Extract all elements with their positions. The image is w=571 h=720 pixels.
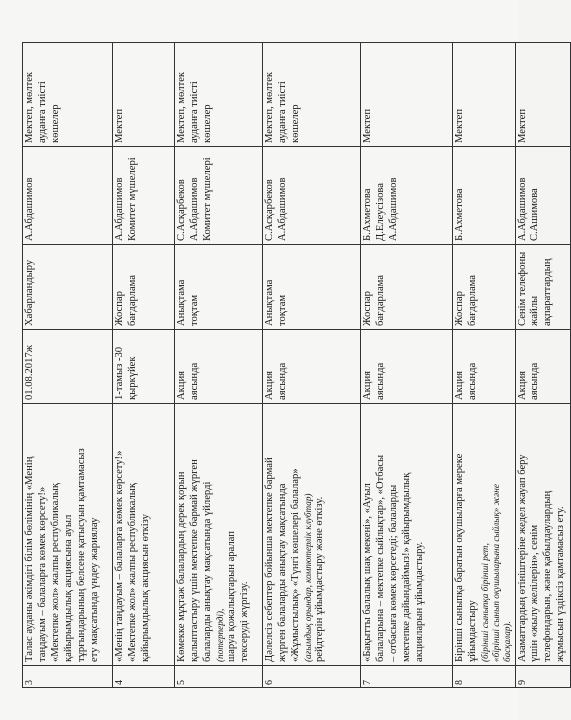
table-body: [23, 43, 571, 688]
form-cell: Анықтама тоқтам: [175, 245, 263, 330]
event-note: (бірінші сыныпқа бірінші рет,: [479, 543, 490, 662]
table-row: [361, 43, 453, 688]
event-cell: [113, 404, 175, 666]
responsible-cell: А.Абдашимов: [23, 147, 113, 245]
responsible-cell: Б.Ахметова Д.Елеусізова А.Абдашимов: [361, 147, 453, 245]
place-cell: Мектеп: [453, 43, 516, 147]
event-line: «Бақытты балалық шақ мекені», «Ауыл: [362, 483, 373, 662]
event-cell: [23, 404, 113, 666]
event-line: Бірінші сыныпқа баратын оқушыларға мереке: [454, 453, 465, 662]
event-note: «бірінші сынып оқушыларына сыйлық» және: [491, 484, 502, 662]
event-line: ету мақсатында үндеу жариялау: [88, 517, 100, 662]
date-cell: Акция аясында: [361, 330, 453, 404]
action-plan-table: [22, 42, 571, 688]
row-number: 4: [113, 666, 175, 688]
event-cell: [515, 404, 570, 666]
row-number: 9: [515, 666, 570, 688]
event-note: басқалар).: [502, 621, 513, 662]
event-line: балаларына – мектепке сыйлықтар», «Отбасы: [374, 454, 386, 662]
date-cell: Акция аясында: [453, 330, 516, 404]
event-line: балаларды анықтау мақсатында үйлерді: [201, 481, 213, 662]
event-note: (ағымдық орындар, компютерлік клубтар): [302, 493, 313, 662]
place-cell: Мектеп, мөлтек ауданға тиісті көшелер: [263, 43, 361, 147]
event-line: жүрген балаларды анықтау мақсатында: [276, 483, 288, 662]
event-cell: [263, 404, 361, 666]
event-line: ұйымдастыру: [466, 600, 478, 662]
row-number: 6: [263, 666, 361, 688]
event-line: рейдтерін ұйымдастыру және өткізу.: [313, 496, 325, 662]
event-line: тексеруді жүргізу.: [238, 581, 250, 662]
form-cell: Жоспар бағдарлама: [113, 245, 175, 330]
event-line: мектепке дайындаймыз!» қайырымдылық: [400, 472, 412, 662]
date-cell: 1-тамыз -30 қыркүйек: [113, 330, 175, 404]
event-line: шаруа қожалықтарын аралап: [225, 531, 237, 662]
event-cell: [175, 404, 263, 666]
event-cell: [453, 404, 516, 666]
table-row: [453, 43, 516, 688]
event-line: қайырымдылық акциясына ауыл: [62, 514, 74, 662]
table-row: [23, 43, 113, 688]
form-cell: Хабарландыру: [23, 245, 113, 330]
responsible-cell: А.Абдашимов С.Ашимова: [515, 147, 570, 245]
event-line: Талас ауданы әкімдігі білім бөлімінің «Менің: [24, 456, 35, 662]
form-cell: Жоспар бағдарлама: [453, 245, 516, 330]
row-number: 5: [175, 666, 263, 688]
event-line: Азаматтардың өтініштеріне жедел жауап беру: [516, 454, 528, 662]
event-line: акцияларын ұйымдастыру.: [413, 541, 425, 662]
event-line: «Менің таңдауым – балаларға көмек көрсету!»: [114, 450, 125, 662]
place-cell: Мектеп, мөлтек ауданға тиісті көшелер: [23, 43, 113, 147]
row-number: 7: [361, 666, 453, 688]
table-row: [515, 43, 570, 688]
place-cell: Мектеп: [515, 43, 570, 147]
date-cell: Акция аясында: [175, 330, 263, 404]
event-line: – отбасыға көмек көрсетеді; балаларды: [387, 484, 399, 662]
event-line: «Мектепке жол» жалпы республикалық: [49, 482, 61, 662]
date-cell: 01.08.2017ж: [23, 330, 113, 404]
event-line: таңдауым – балаларға көмек көрсету!»: [36, 486, 48, 662]
event-line: жұмысын үздіксіз қамтамасыз ету.: [555, 506, 567, 662]
place-cell: Мектеп, мөлтек ауданға тиісті көшелер: [175, 43, 263, 147]
event-line: Көмекке мұқтаж балалардың дерек қорын: [176, 471, 187, 662]
form-cell: Сенім телефоны жайлы ақпараттардың: [515, 245, 570, 330]
date-cell: Акция аясында: [263, 330, 361, 404]
event-cell: [361, 404, 453, 666]
row-number: 8: [453, 666, 516, 688]
table-row: [263, 43, 361, 688]
event-line: қалыптастыру үшін мектепке бармай жүрген: [188, 459, 200, 662]
rotated-table-wrapper: [22, 43, 567, 688]
responsible-cell: С.Асқарбеков А.Абдашимов Комитет мүшелері: [175, 147, 263, 245]
responsible-cell: А.Абдашимов Комитет мүшелері: [113, 147, 175, 245]
place-cell: Мектеп: [361, 43, 453, 147]
event-line: Дәлелсіз себептер бойынша мектепке бармай: [264, 457, 275, 662]
responsible-cell: Б.Ахметова: [453, 147, 516, 245]
event-line: телефондарын, және қабылдаулардың: [542, 490, 554, 662]
table-row: [113, 43, 175, 688]
date-cell: Акция аясында: [515, 330, 570, 404]
form-cell: Анықтама тоқтам: [263, 245, 361, 330]
event-note: (потерпердi),: [214, 608, 225, 662]
row-number: 3: [23, 666, 113, 688]
place-cell: Мектеп: [113, 43, 175, 147]
event-line: «Жұмыстылық» «Түнгі көшелері балалар»: [289, 468, 301, 662]
event-line: тұрғындарының белсене қатысуын қамтамасыз: [75, 448, 87, 662]
responsible-cell: С.Асқарбеков А.Абдашимов: [263, 147, 361, 245]
event-line: «Мектепке жол» жалпы республикалық: [126, 482, 138, 662]
table-row: [175, 43, 263, 688]
event-line: қайырымдылық акциясын өткізу: [139, 514, 151, 662]
form-cell: Жоспар бағдарлама: [361, 245, 453, 330]
event-line: үшін «жылу желілерін», сенім: [529, 524, 541, 662]
